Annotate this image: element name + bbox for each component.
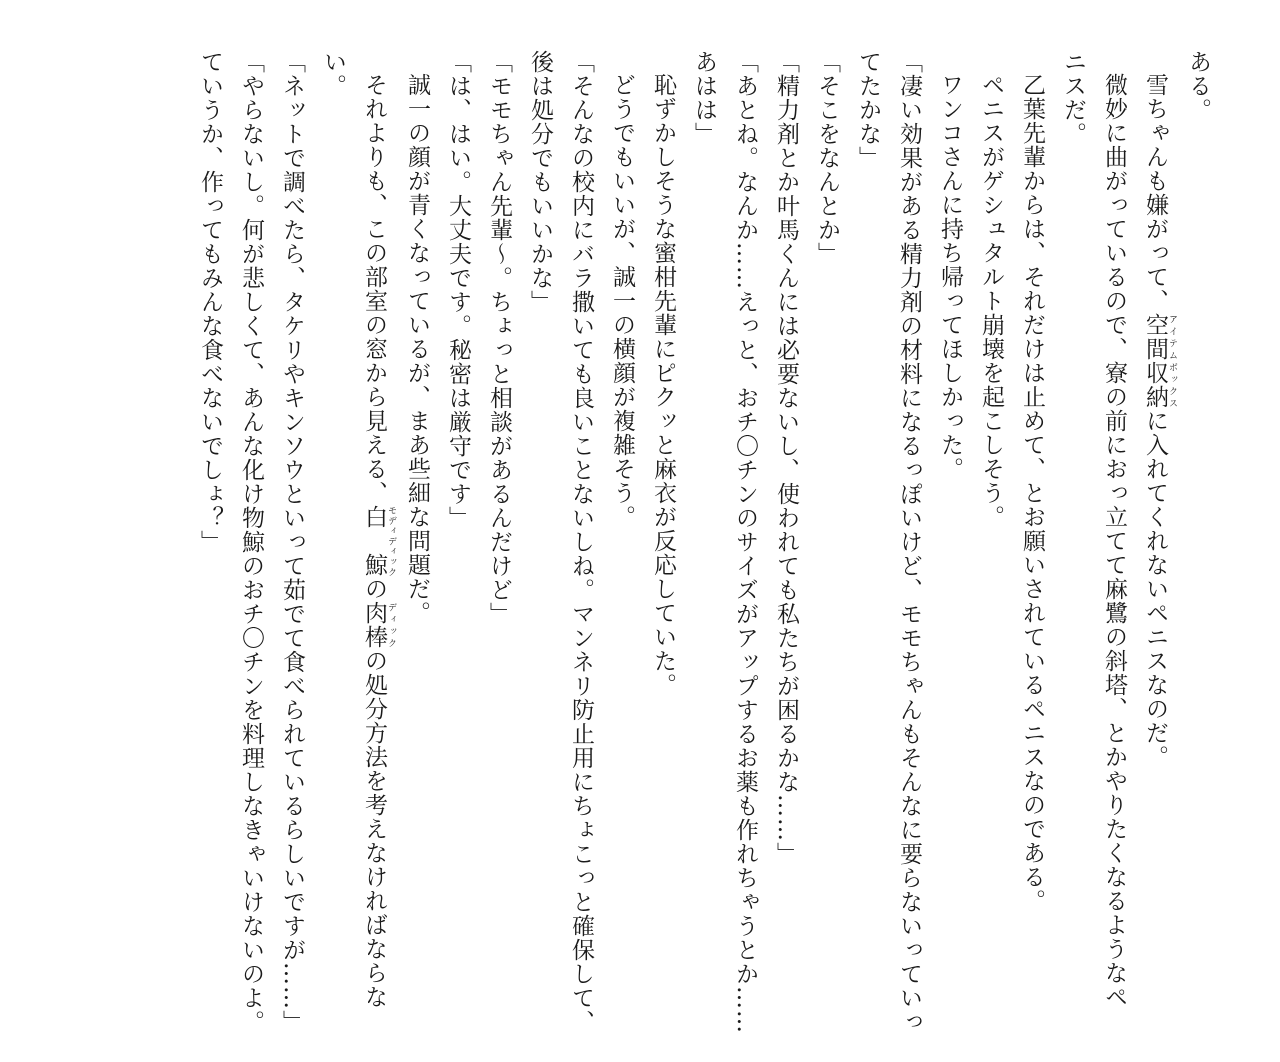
text-line: あはは」 — [691, 50, 717, 146]
text-line: てたかな」 — [855, 50, 881, 170]
text-line: 「は、はい。大丈夫です。秘密は厳守です」 — [445, 50, 471, 530]
text-line: 恥ずかしそうな蜜柑先輩にピクッと麻衣が反応していた。 — [650, 73, 676, 697]
text-line-with-ruby: 雪ちゃんも嫌がって、空間収納 アイテムボックスに入れてくれないペニスなのだ。 — [1142, 73, 1177, 769]
text-line: 「そんなの校内にバラ撒いても良いことないしね。マンネリ防止用にちょこっと確保して、 — [568, 50, 594, 1034]
text-line-with-ruby: それよりも、この部室の窓から見える、白 鯨 モディディックの肉棒 ディックの処分方法を考えなければならな — [361, 73, 396, 1009]
vertical-text-body — [58, 50, 1218, 1040]
text-line: 「凄い効果がある精力剤の材料になるっぽいけど、モモちゃんもそんなに要らないっていっ — [896, 50, 922, 1034]
text-line: 「やらないし。何が悲しくて、あんな化け物鯨のおチ〇チンを料理しなきゃいけないのよ。 — [238, 50, 264, 1034]
text-line: い。 — [320, 50, 346, 98]
text-line: どうでもいいが、誠一の横顔が複雑そう。 — [609, 73, 635, 529]
text-line: 「モモちゃん先輩～。ちょっと相談があるんだけど」 — [486, 50, 512, 626]
ruby-dick: 肉棒 ディック — [361, 601, 396, 649]
text-line: 「ネットで調べたら、タケリやキンソウといって茹でて食べられているらしいですが……」 — [279, 50, 305, 1034]
text-line: ある。 — [1185, 50, 1211, 122]
text-line: 「そこをなんとか」 — [814, 50, 840, 266]
text-line: 微妙に曲がっているので、寮の前におっ立てて麻鷺の斜塔、とかやりたくなるようなペ — [1101, 73, 1127, 1009]
text-line: ていうか、作ってもみんな食べないでしょ？」 — [197, 50, 223, 554]
ruby-moby-dick: 白 鯨 モディディック — [361, 505, 396, 577]
text-line: 乙葉先輩からは、それだけは止めて、とお願いされているペニスなのである。 — [1019, 73, 1045, 913]
text-line: 後は処分でもいいかな」 — [527, 50, 553, 314]
text-line: 「あとね。なんか……えっと、おチ〇チンのサイズがアップするお薬も作れちゃうとか…… — [732, 50, 758, 1034]
ruby-item-box: 空間収納 アイテムボックス — [1142, 313, 1177, 409]
text-line: 誠一の顔が青くなっているが、まあ些細な問題だ。 — [404, 73, 430, 625]
text-line: ペニスがゲシュタルト崩壊を起こしそう。 — [978, 73, 1004, 529]
text-line: ワンコさんに持ち帰ってほしかった。 — [937, 73, 963, 481]
text-line: ニスだ。 — [1060, 50, 1086, 146]
text-line: 「精力剤とか叶馬くんには必要ないし、使われても私たちが困るかな……」 — [773, 50, 799, 866]
